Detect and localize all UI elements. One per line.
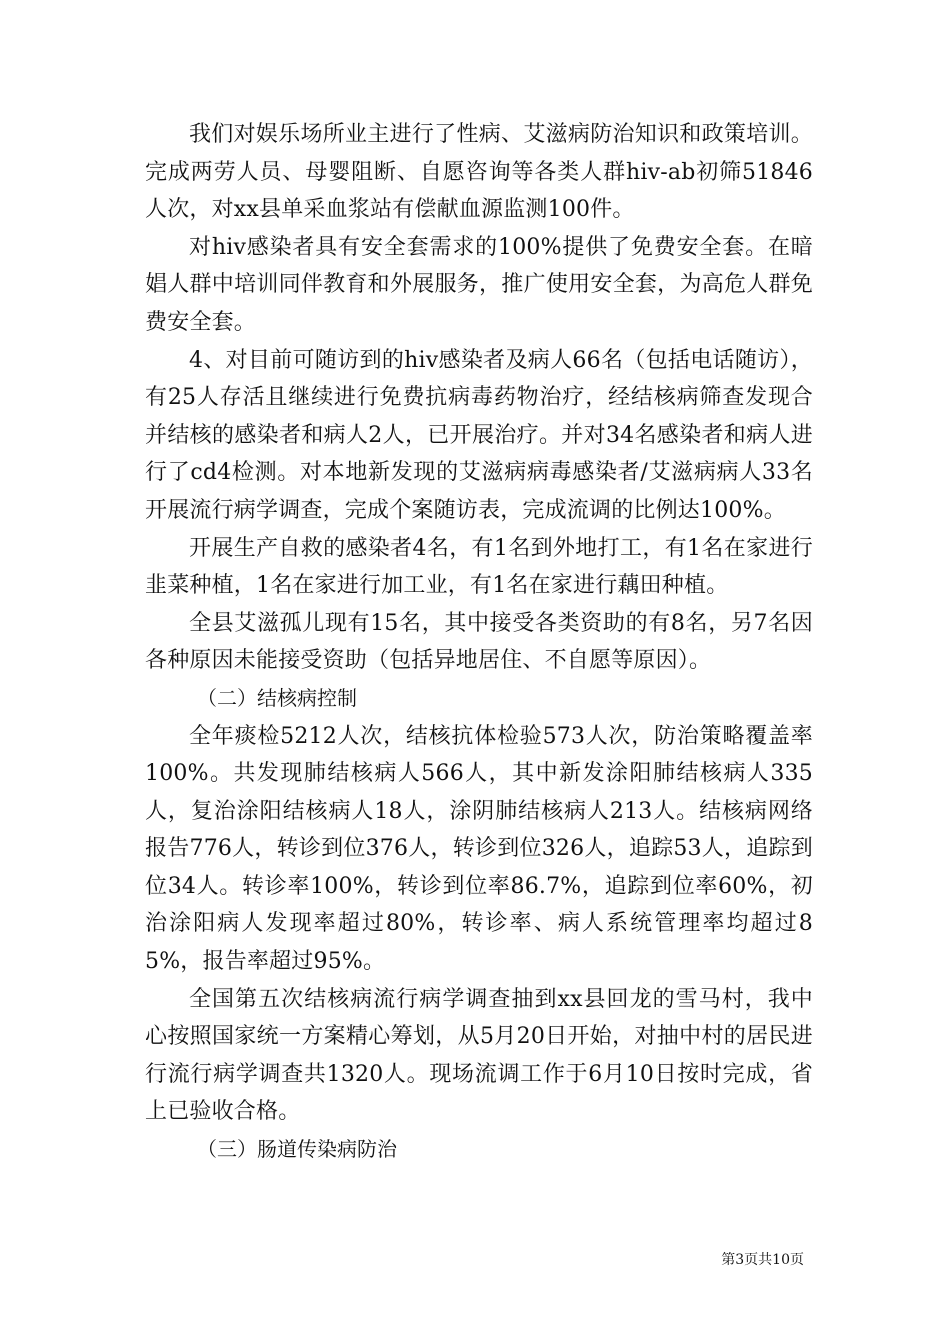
paragraph-tb-survey: 全国第五次结核病流行病学调查抽到xx县回龙的雪马村，我中心按照国家统一方案精心筹划，从5月20日开始，对抽中村的居民进行流行病学调查共1320人。现场流调工作于6月10日按时完成，省上已验收合格。 <box>145 986 813 1125</box>
paragraph-self-help: 开展生产自救的感染者4名，有1名到外地打工，有1名在家进行韭菜种植，1名在家进行加工业，有1名在家进行藕田种植。 <box>145 535 813 599</box>
page-number: 第3页共10页 <box>721 1252 804 1268</box>
section-heading-intestinal: （三）肠道传染病防治 <box>197 1137 397 1162</box>
section-heading-tb: （二）结核病控制 <box>197 685 357 710</box>
paragraph-tb-stats: 全年痰检5212人次，结核抗体检验573人次，防治策略覆盖率100%。共发现肺结核病人566人，其中新发涂阳肺结核病人335人，复治涂阳结核病人18人，涂阴肺结核病人213人。结核病网络报告776人，转诊到位376人，转诊到位326人，追踪53人，追踪到位34人。转诊率100%，转诊到位率86.7%，追踪到位率60%，初治涂阳病人发现率超过80%，转诊率、病人系统管理率均超过85%，报告率超过95%。 <box>145 723 813 975</box>
paragraph-orphans: 全县艾滋孤儿现有15名，其中接受各类资助的有8名，另7名因各种原因未能接受资助（包括异地居住、不自愿等原因）。 <box>145 610 813 674</box>
paragraph-condoms: 对hiv感染者具有安全套需求的100%提供了免费安全套。在暗娼人群中培训同伴教育和外展服务，推广使用安全套，为高危人群免费安全套。 <box>145 234 813 335</box>
paragraph-training: 我们对娱乐场所业主进行了性病、艾滋病防治知识和政策培训。完成两劳人员、母婴阻断、自愿咨询等各类人群hiv-ab初筛51846人次，对xx县单采血浆站有偿献血源监测100件。 <box>145 122 813 223</box>
paragraph-followup: 4、对目前可随访到的hiv感染者及病人66名（包括电话随访），有25人存活且继续进行免费抗病毒药物治疗，经结核病筛查发现合并结核的感染者和病人2人，已开展治疗。并对34名感染者和病人进行了cd4检测。对本地新发现的艾滋病病毒感染者/艾滋病病人33名开展流行病学调查，完成个案随访表，完成流调的比例达100%。 <box>145 347 813 523</box>
document-body <box>145 116 813 1169</box>
